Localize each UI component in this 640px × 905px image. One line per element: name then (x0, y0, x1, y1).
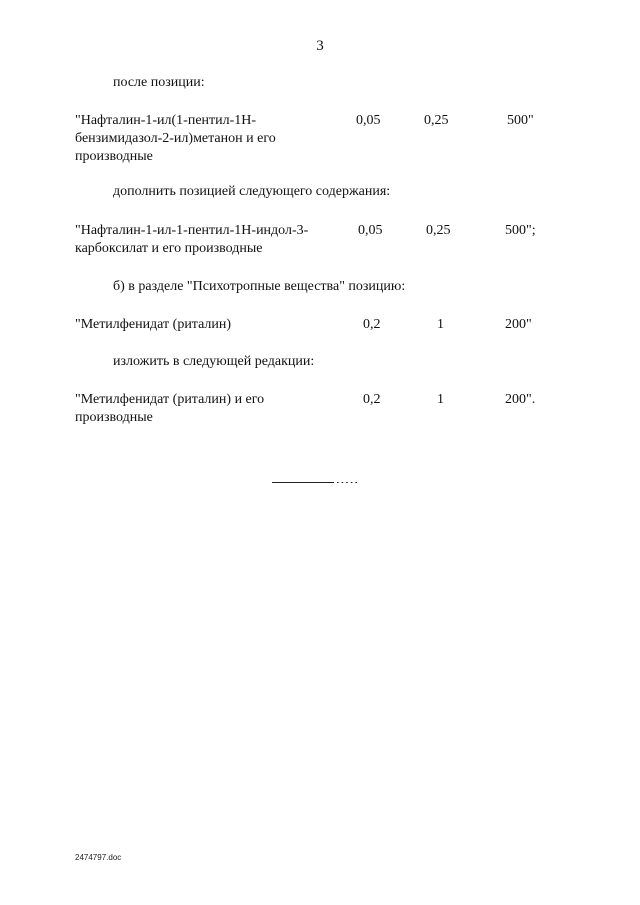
value-column-1: 0,05 (356, 113, 381, 128)
value-column-3: 500" (507, 113, 534, 128)
value-column-3: 500"; (505, 223, 536, 238)
value-column-3: 200" (505, 317, 532, 332)
value-column-1: 0,2 (363, 392, 381, 407)
substance-name (75, 391, 340, 427)
value-column-1: 0,2 (363, 317, 381, 332)
intro-add-position: дополнить позицией следующего содержания: (113, 184, 391, 199)
value-column-3: 200". (505, 392, 536, 407)
substance-name-line: "Метилфенидат (риталин) (75, 317, 232, 332)
document-filename: 2474797.doc (75, 853, 122, 862)
substance-name (75, 316, 340, 334)
substance-name-line: "Метилфенидат (риталин) и его (75, 392, 265, 407)
substance-name (75, 112, 340, 166)
closing-divider-line (272, 482, 360, 483)
page-number: 3 (316, 38, 324, 54)
substance-name-line: карбоксилат и его производные (75, 241, 263, 256)
substance-name (75, 222, 340, 258)
value-column-2: 0,25 (426, 223, 451, 238)
intro-new-wording: изложить в следующей редакции: (113, 354, 315, 369)
substance-name-line: "Нафталин-1-ил(1-пентил-1Н- (75, 113, 257, 128)
substance-name-line: "Нафталин-1-ил-1-пентил-1Н-индол-3- (75, 223, 309, 238)
intro-after-position: после позиции: (113, 75, 205, 90)
value-column-2: 0,25 (424, 113, 449, 128)
value-column-2: 1 (437, 317, 444, 332)
substance-name-line: производные (75, 410, 153, 425)
substance-name-line: бензимидазол-2-ил)метанон и его (75, 131, 276, 146)
value-column-2: 1 (437, 392, 444, 407)
intro-psychotropic-section: б) в разделе "Психотропные вещества" позицию: (113, 279, 406, 294)
value-column-1: 0,05 (358, 223, 383, 238)
substance-name-line: производные (75, 149, 153, 164)
